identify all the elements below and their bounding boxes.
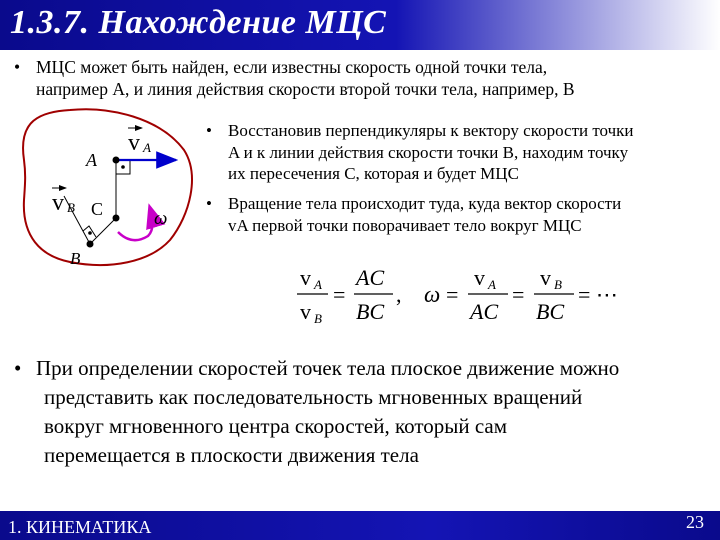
f2-num1-sub: A <box>488 277 496 292</box>
label-vb-v: v <box>52 190 64 216</box>
f1-ac: AC <box>356 265 385 290</box>
summary-line-1: При определении скоростей точек тела плоское движение можно <box>36 356 620 380</box>
intro-line-2: например A, и линия действия скорости второй точки тела, например, B <box>36 79 575 99</box>
rb1-line-2: A и к линии действия скорости точки B, находим точку <box>228 142 629 162</box>
bullet-perpendiculars <box>206 120 634 185</box>
slide-title: 1.3.7. Нахождение МЦС <box>10 4 387 41</box>
label-omega: ω <box>154 208 168 229</box>
rigid-body-outline <box>23 109 192 265</box>
label-vb-sub: B <box>67 200 75 215</box>
right-angle-dot-a <box>121 165 125 169</box>
bullet-marker: • <box>14 356 22 380</box>
f2-eq1: = <box>446 282 459 307</box>
formula-ratio <box>297 265 402 326</box>
point-a-dot <box>113 157 120 164</box>
f2-num2-sub: B <box>554 277 562 292</box>
f2-eq2: = <box>512 282 525 307</box>
label-point-c: C <box>91 199 104 219</box>
f2-num1-v: v <box>474 265 485 290</box>
bullet-summary <box>14 354 619 470</box>
f2-dots: = ⋯ <box>578 282 618 307</box>
point-b-dot <box>87 241 94 248</box>
label-va-sub: A <box>143 140 151 155</box>
formula-omega <box>424 265 618 324</box>
bullet-marker: • <box>206 194 212 213</box>
page-number: 23 <box>686 512 704 532</box>
f1-num-sub: A <box>314 277 322 292</box>
bullet-marker: • <box>206 121 212 140</box>
rb2-line-2: vA первой точки поворачивает тело вокруг МЦС <box>228 215 582 235</box>
summary-line-3: вокруг мгновенного центра скоростей, который сам <box>44 414 508 438</box>
label-point-b: B <box>70 249 81 268</box>
rb1-line-3: их пересечения C, которая и будет МЦС <box>228 164 519 183</box>
rb2-line-1: Вращение тела происходит туда, куда вектор скорости <box>228 194 622 213</box>
perpendicular-b <box>90 218 116 244</box>
rb1-line-1: Восстановив перпендикуляры к вектору скорости точки <box>228 121 634 140</box>
f1-den-v: v <box>300 299 311 324</box>
bullet-marker: • <box>14 57 21 77</box>
summary-line-2: представить как последовательность мгновенных вращений <box>44 385 583 409</box>
f1-eq: = <box>333 282 346 307</box>
intro-line-1: МЦС может быть найден, если известны скорость одной точки тела, <box>36 57 548 77</box>
label-point-a: A <box>86 150 97 170</box>
point-c-dot <box>113 215 120 222</box>
label-va-v: v <box>128 130 140 156</box>
f1-comma: , <box>396 282 402 307</box>
summary-line-4: перемещается в плоскости движения тела <box>44 443 419 467</box>
f1-num-v: v <box>300 265 311 290</box>
footer-section: 1. КИНЕМАТИКА <box>8 517 152 537</box>
f1-bc: BC <box>356 299 385 324</box>
omega-rotation-arrow <box>118 208 153 240</box>
f2-ac: AC <box>470 299 499 324</box>
f2-omega: ω <box>424 282 441 307</box>
f2-bc: BC <box>536 299 565 324</box>
f2-num2-v: v <box>540 265 551 290</box>
right-angle-dot-b <box>88 231 92 235</box>
f1-den-sub: B <box>314 311 322 326</box>
bullet-rotation <box>206 193 621 236</box>
